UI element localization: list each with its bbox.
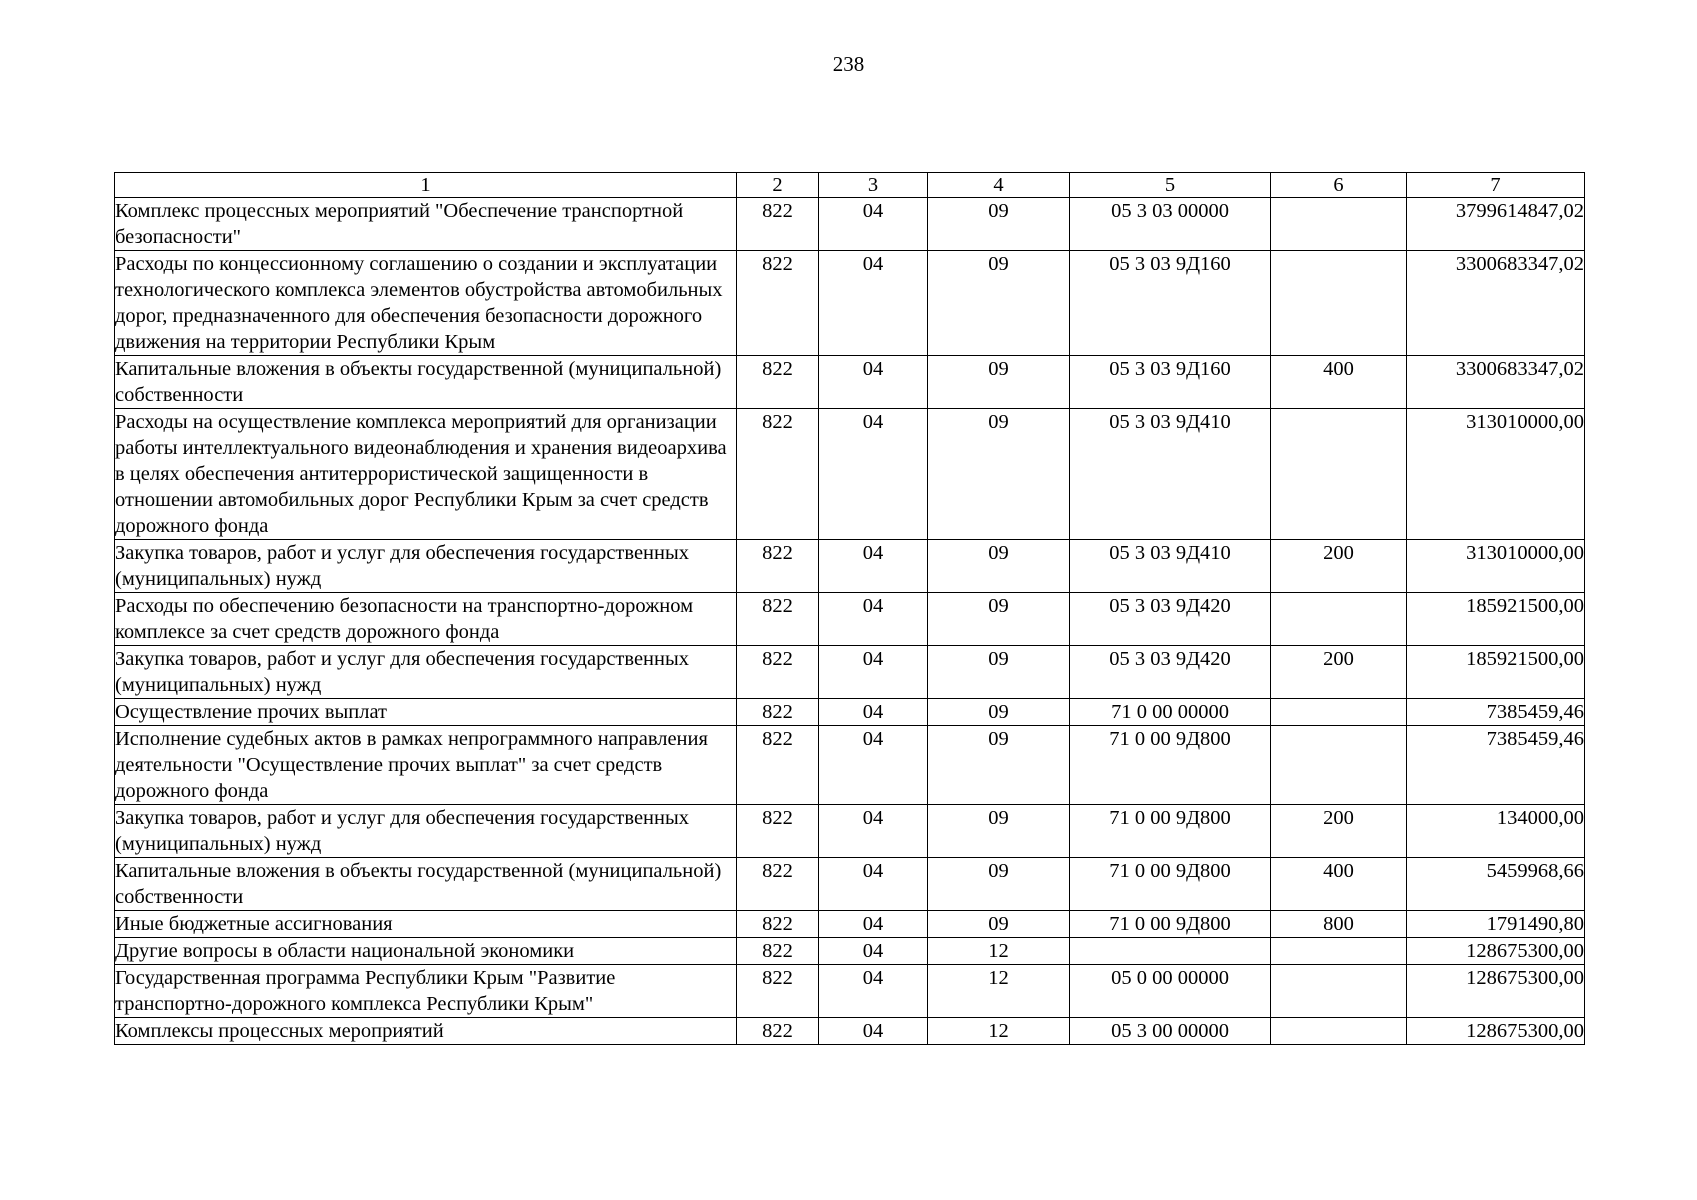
row-target-article-cell: 05 3 03 9Д410 <box>1070 540 1271 593</box>
row-section-cell: 04 <box>819 593 928 646</box>
row-expense-type-cell: 200 <box>1271 646 1407 699</box>
row-subsection-cell: 09 <box>928 699 1070 726</box>
table-row <box>115 646 1585 699</box>
table-row <box>115 726 1585 805</box>
row-subsection-cell: 09 <box>928 593 1070 646</box>
row-subsection-cell: 12 <box>928 938 1070 965</box>
row-expense-type-cell <box>1271 593 1407 646</box>
row-section-cell: 04 <box>819 858 928 911</box>
row-target-article-cell: 71 0 00 9Д800 <box>1070 911 1271 938</box>
row-name-cell: Исполнение судебных актов в рамках непрограммного направления деятельности "Осуществление прочих выплат" за счет средств дорожного фонда <box>115 726 737 805</box>
row-expense-type-cell <box>1271 1018 1407 1045</box>
row-expense-type-cell <box>1271 251 1407 356</box>
table-row <box>115 198 1585 251</box>
column-header: 3 <box>819 173 928 198</box>
row-target-article-cell: 71 0 00 9Д800 <box>1070 726 1271 805</box>
row-code-cell: 822 <box>737 965 819 1018</box>
row-section-cell: 04 <box>819 540 928 593</box>
row-subsection-cell: 12 <box>928 965 1070 1018</box>
row-amount-cell: 7385459,46 <box>1407 699 1585 726</box>
table-row <box>115 1018 1585 1045</box>
row-target-article-cell: 05 3 03 9Д420 <box>1070 593 1271 646</box>
row-section-cell: 04 <box>819 251 928 356</box>
row-expense-type-cell: 400 <box>1271 858 1407 911</box>
row-target-article-cell: 05 3 03 9Д160 <box>1070 251 1271 356</box>
row-code-cell: 822 <box>737 356 819 409</box>
row-expense-type-cell <box>1271 726 1407 805</box>
table-row <box>115 699 1585 726</box>
row-amount-cell: 185921500,00 <box>1407 646 1585 699</box>
row-section-cell: 04 <box>819 699 928 726</box>
table-row <box>115 858 1585 911</box>
row-name-cell: Комплекс процессных мероприятий "Обеспечение транспортной безопасности" <box>115 198 737 251</box>
row-amount-cell: 128675300,00 <box>1407 938 1585 965</box>
column-header: 7 <box>1407 173 1585 198</box>
row-target-article-cell: 71 0 00 9Д800 <box>1070 858 1271 911</box>
column-header: 2 <box>737 173 819 198</box>
row-expense-type-cell <box>1271 699 1407 726</box>
row-expense-type-cell: 200 <box>1271 805 1407 858</box>
row-subsection-cell: 09 <box>928 805 1070 858</box>
row-code-cell: 822 <box>737 938 819 965</box>
row-code-cell: 822 <box>737 646 819 699</box>
row-expense-type-cell <box>1271 965 1407 1018</box>
row-subsection-cell: 09 <box>928 198 1070 251</box>
row-target-article-cell: 05 3 00 00000 <box>1070 1018 1271 1045</box>
row-name-cell: Закупка товаров, работ и услуг для обеспечения государственных (муниципальных) нужд <box>115 540 737 593</box>
row-code-cell: 822 <box>737 858 819 911</box>
row-amount-cell: 313010000,00 <box>1407 540 1585 593</box>
table-row <box>115 593 1585 646</box>
row-name-cell: Капитальные вложения в объекты государственной (муниципальной) собственности <box>115 356 737 409</box>
row-expense-type-cell <box>1271 198 1407 251</box>
row-amount-cell: 3799614847,02 <box>1407 198 1585 251</box>
row-target-article-cell: 05 3 03 00000 <box>1070 198 1271 251</box>
row-target-article-cell <box>1070 938 1271 965</box>
row-name-cell: Закупка товаров, работ и услуг для обеспечения государственных (муниципальных) нужд <box>115 805 737 858</box>
row-section-cell: 04 <box>819 646 928 699</box>
row-subsection-cell: 09 <box>928 409 1070 540</box>
column-header: 5 <box>1070 173 1271 198</box>
row-section-cell: 04 <box>819 911 928 938</box>
row-code-cell: 822 <box>737 593 819 646</box>
row-amount-cell: 185921500,00 <box>1407 593 1585 646</box>
row-amount-cell: 3300683347,02 <box>1407 251 1585 356</box>
row-subsection-cell: 09 <box>928 726 1070 805</box>
table-row <box>115 938 1585 965</box>
row-name-cell: Другие вопросы в области национальной экономики <box>115 938 737 965</box>
row-name-cell: Расходы по обеспечению безопасности на транспортно-дорожном комплексе за счет средств дорожного фонда <box>115 593 737 646</box>
column-header: 6 <box>1271 173 1407 198</box>
row-name-cell: Расходы по концессионному соглашению о создании и эксплуатации технологического комплекса элементов обустройства автомобильных дорог, предназначенного для обеспечения безопасности дорожного движения на территории Республики Крым <box>115 251 737 356</box>
table-row <box>115 251 1585 356</box>
row-amount-cell: 128675300,00 <box>1407 1018 1585 1045</box>
column-header: 4 <box>928 173 1070 198</box>
row-code-cell: 822 <box>737 251 819 356</box>
row-name-cell: Капитальные вложения в объекты государственной (муниципальной) собственности <box>115 858 737 911</box>
row-code-cell: 822 <box>737 911 819 938</box>
row-target-article-cell: 05 3 03 9Д410 <box>1070 409 1271 540</box>
page-number: 238 <box>832 52 865 76</box>
row-section-cell: 04 <box>819 1018 928 1045</box>
row-subsection-cell: 12 <box>928 1018 1070 1045</box>
row-subsection-cell: 09 <box>928 356 1070 409</box>
row-section-cell: 04 <box>819 938 928 965</box>
row-section-cell: 04 <box>819 726 928 805</box>
row-expense-type-cell: 200 <box>1271 540 1407 593</box>
row-amount-cell: 128675300,00 <box>1407 965 1585 1018</box>
row-expense-type-cell <box>1271 938 1407 965</box>
row-target-article-cell: 05 0 00 00000 <box>1070 965 1271 1018</box>
table-row <box>115 805 1585 858</box>
row-section-cell: 04 <box>819 198 928 251</box>
row-name-cell: Комплексы процессных мероприятий <box>115 1018 737 1045</box>
row-section-cell: 04 <box>819 805 928 858</box>
row-expense-type-cell: 400 <box>1271 356 1407 409</box>
budget-table <box>114 172 1585 1045</box>
row-target-article-cell: 71 0 00 00000 <box>1070 699 1271 726</box>
table-body <box>115 198 1585 1045</box>
row-section-cell: 04 <box>819 965 928 1018</box>
row-subsection-cell: 09 <box>928 251 1070 356</box>
row-target-article-cell: 05 3 03 9Д420 <box>1070 646 1271 699</box>
column-header: 1 <box>115 173 737 198</box>
row-name-cell: Закупка товаров, работ и услуг для обеспечения государственных (муниципальных) нужд <box>115 646 737 699</box>
row-code-cell: 822 <box>737 699 819 726</box>
row-amount-cell: 7385459,46 <box>1407 726 1585 805</box>
table-header-row <box>115 173 1585 198</box>
row-expense-type-cell: 800 <box>1271 911 1407 938</box>
row-subsection-cell: 09 <box>928 858 1070 911</box>
row-section-cell: 04 <box>819 409 928 540</box>
row-target-article-cell: 05 3 03 9Д160 <box>1070 356 1271 409</box>
row-name-cell: Расходы на осуществление комплекса мероприятий для организации работы интеллектуального видеонаблюдения и хранения видеоархива в целях обеспечения антитеррористической защищенности в отношении автомобильных дорог Республики Крым за счет средств дорожного фонда <box>115 409 737 540</box>
row-name-cell: Иные бюджетные ассигнования <box>115 911 737 938</box>
row-subsection-cell: 09 <box>928 540 1070 593</box>
row-target-article-cell: 71 0 00 9Д800 <box>1070 805 1271 858</box>
row-amount-cell: 134000,00 <box>1407 805 1585 858</box>
row-code-cell: 822 <box>737 198 819 251</box>
row-name-cell: Осуществление прочих выплат <box>115 699 737 726</box>
row-amount-cell: 1791490,80 <box>1407 911 1585 938</box>
row-expense-type-cell <box>1271 409 1407 540</box>
row-code-cell: 822 <box>737 540 819 593</box>
table-row <box>115 540 1585 593</box>
row-subsection-cell: 09 <box>928 911 1070 938</box>
row-code-cell: 822 <box>737 726 819 805</box>
row-section-cell: 04 <box>819 356 928 409</box>
row-name-cell: Государственная программа Республики Крым "Развитие транспортно-дорожного комплекса Республики Крым" <box>115 965 737 1018</box>
row-subsection-cell: 09 <box>928 646 1070 699</box>
table-row <box>115 409 1585 540</box>
row-amount-cell: 313010000,00 <box>1407 409 1585 540</box>
table-row <box>115 356 1585 409</box>
row-code-cell: 822 <box>737 1018 819 1045</box>
row-amount-cell: 5459968,66 <box>1407 858 1585 911</box>
row-code-cell: 822 <box>737 409 819 540</box>
table-row <box>115 911 1585 938</box>
row-code-cell: 822 <box>737 805 819 858</box>
row-amount-cell: 3300683347,02 <box>1407 356 1585 409</box>
table-row <box>115 965 1585 1018</box>
